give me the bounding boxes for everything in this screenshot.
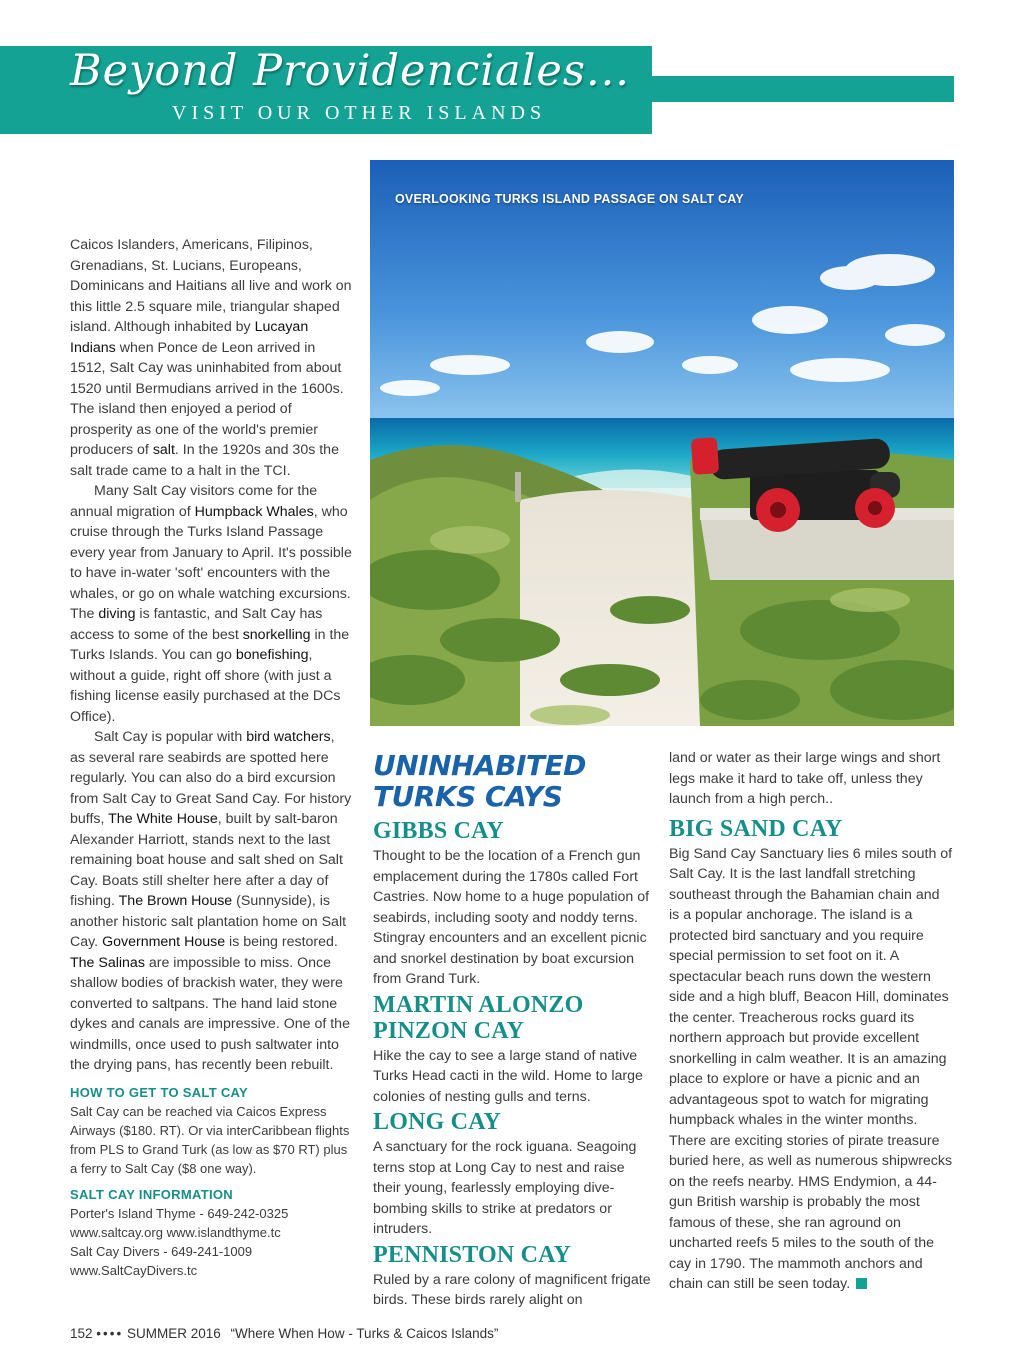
how-to-get-heading: HOW TO GET TO SALT CAY: [70, 1084, 249, 1100]
keyword: bonefishing: [235, 647, 309, 663]
info-line: www.saltcay.org www.islandthyme.tc: [70, 1224, 281, 1240]
salt-cay-column: [70, 235, 353, 1280]
info-line: Porter's Island Thyme - 649-242-0325: [70, 1205, 289, 1221]
penniston-continued-text: land or water as their large wings and short legs make it hard to take off, unless they launch from a high perch..: [669, 750, 941, 807]
text-run: Caicos Islanders, Americans, Filipinos, Grenadians, St. Lucians, Europeans, Dominicans and Haitians all live and work on this little 2.5 square mile, triangular shaped island. Although inhabited by: [70, 237, 352, 335]
keyword: diving: [98, 606, 136, 622]
text-run: in the Turks Islands. You can go: [70, 626, 350, 663]
text-run: , who cruise through the Turks Island Passage every year from January to April. It's possible to have in-water 'soft' encounters with the whales, or go on whale watching excursions. The: [70, 503, 352, 622]
text-run: (Sunnyside), is another historic salt plantation home on Salt Cay.: [70, 893, 347, 950]
pinzon-cay-heading: MARTIN ALONZO PINZON CAY: [373, 991, 584, 1044]
footer-issue: SUMMER 2016: [126, 1326, 221, 1341]
keyword: bird watchers: [246, 729, 331, 745]
footer-dots: ••••: [96, 1326, 124, 1341]
keyword: The Brown House: [118, 893, 233, 909]
text-run: . In the 1920s and 30s the salt trade came to a halt in the TCI.: [70, 442, 339, 479]
keyword: Lucayan Indians: [70, 319, 309, 356]
header-script-title: Beyond Providenciales...: [70, 46, 630, 96]
header-subtitle: VISIT OUR OTHER ISLANDS: [172, 102, 547, 124]
keyword: salt: [152, 442, 175, 458]
end-mark-icon: [856, 1278, 867, 1289]
whales-paragraph: [70, 481, 353, 727]
big-sand-cay-heading: BIG SAND CAY: [669, 815, 843, 842]
text-run: is fantastic, and Salt Cay has access to some of the best: [70, 606, 323, 643]
big-sand-cay-column: [669, 748, 953, 1295]
intro-paragraph: [70, 235, 353, 481]
long-cay-text: A sanctuary for the rock iguana. Seagoing terns stop at Long Cay to nest and raise their young, fearlessly employing dive-bombing skills to strike at predators or intruders.: [373, 1139, 637, 1237]
footer-publication: “Where When How - Turks & Caicos Islands”: [230, 1326, 499, 1341]
salt-cay-cannon-photo: [370, 160, 954, 726]
info-line: www.SaltCayDivers.tc: [70, 1262, 198, 1278]
text-run: is being restored.: [225, 934, 338, 950]
text-run: , as several rare seabirds are spotted here regularly. You can also do a bird excursion from Salt Cay to Great Sand Cay. For history buffs,: [70, 729, 352, 827]
big-sand-cay-text: [669, 844, 953, 1295]
salt-cay-info-heading: SALT CAY INFORMATION: [70, 1186, 233, 1202]
big-sand-cay-body: Big Sand Cay Sanctuary lies 6 miles south of Salt Cay. It is the last landfall stretching southeast through the Bahamian chain and is a popular anchorage. The island is a protected bird sanctuary and you require special permission to set foot on it. A spectacular beach runs down the western side and a high bluff, Beacon Hill, dominates the center. Treacherous rocks guard its northern approach but provide excellent snorkelling in calm weather. It is an amazing place to explore or have a picnic and an advantageous spot to watch for migrating humpback whales in the winter months. There are exciting stories of pirate treasure buried here, as well as numerous shipwrecks on the reefs nearby. HMS Endymion, a 44-gun British warship is probably the most famous of these, she ran aground on uncharted reefs 5 miles to the south of the cay in 1790. The mammoth anchors and chain can still be seen today.: [669, 845, 953, 1292]
how-to-get-text: Salt Cay can be reached via Caicos Express Airways ($180. RT). Or via interCaribbean flights from PLS to Grand Turk (as low as $70 RT) plus a ferry to Salt Cay ($8 one way).: [70, 1103, 350, 1176]
long-cay-heading: LONG CAY: [373, 1109, 502, 1135]
turks-cays-column: [373, 750, 655, 1311]
keyword: Government House: [102, 934, 226, 950]
birds-history-paragraph: [70, 727, 353, 1076]
text-run: are impossible to miss. Once shallow bodies of brackish water, they were converted to saltpans. The hand laid stone dykes and canals are impressive. One of the windmills, once used to push saltwater into the drying pans, has recently been rebuilt.: [70, 954, 350, 1073]
text-run: Salt Cay is popular with: [94, 729, 247, 745]
gibbs-cay-text: Thought to be the location of a French gun emplacement during the 1780s called Fort Castries. Now home to a huge population of seabirds, including sooty and noddy terns. Stingray encounters and an excellent picnic and snorkel destination by boat excursion from Grand Turk.: [373, 848, 650, 987]
penniston-cay-text: Ruled by a rare colony of magnificent frigate birds. These birds rarely alight on: [373, 1271, 651, 1308]
penniston-cay-heading: PENNISTON CAY: [373, 1241, 571, 1268]
uninhabited-cays-heading: UNINHABITED TURKS CAYS: [373, 749, 586, 813]
text-run: when Ponce de Leon arrived in 1512, Salt Cay was uninhabited from about 1520 until Bermudians arrived in the 1600s. The island then enjoyed a period of prosperity as one of the world's premier producers of: [70, 339, 344, 458]
text-run: , without a guide, right off shore (with just a fishing license easily purchased at the DCs Office).: [70, 647, 341, 725]
page-number: 152: [70, 1326, 93, 1341]
text-run: Many Salt Cay visitors come for the annual migration of: [70, 483, 318, 520]
page-footer: [70, 1326, 498, 1341]
header-banner-strip: [652, 76, 954, 102]
photo-caption: OVERLOOKING TURKS ISLAND PASSAGE ON SALT CAY: [395, 192, 744, 206]
info-line: Salt Cay Divers - 649-241-1009: [70, 1243, 253, 1259]
keyword: The Salinas: [70, 954, 145, 971]
keyword: Humpback Whales: [194, 503, 314, 520]
text-run: , built by salt-baron Alexander Harriott, stands next to the last remaining boat house and salt shed on Salt Cay. Boats still shelter here after a day of fishing.: [70, 811, 343, 909]
pinzon-cay-text: Hike the cay to see a large stand of native Turks Head cacti in the wild. Home to large colonies of nesting gulls and terns.: [373, 1047, 643, 1105]
gibbs-cay-heading: GIBBS CAY: [373, 818, 504, 844]
keyword: snorkelling: [242, 626, 311, 643]
keyword: The White House: [108, 811, 218, 827]
